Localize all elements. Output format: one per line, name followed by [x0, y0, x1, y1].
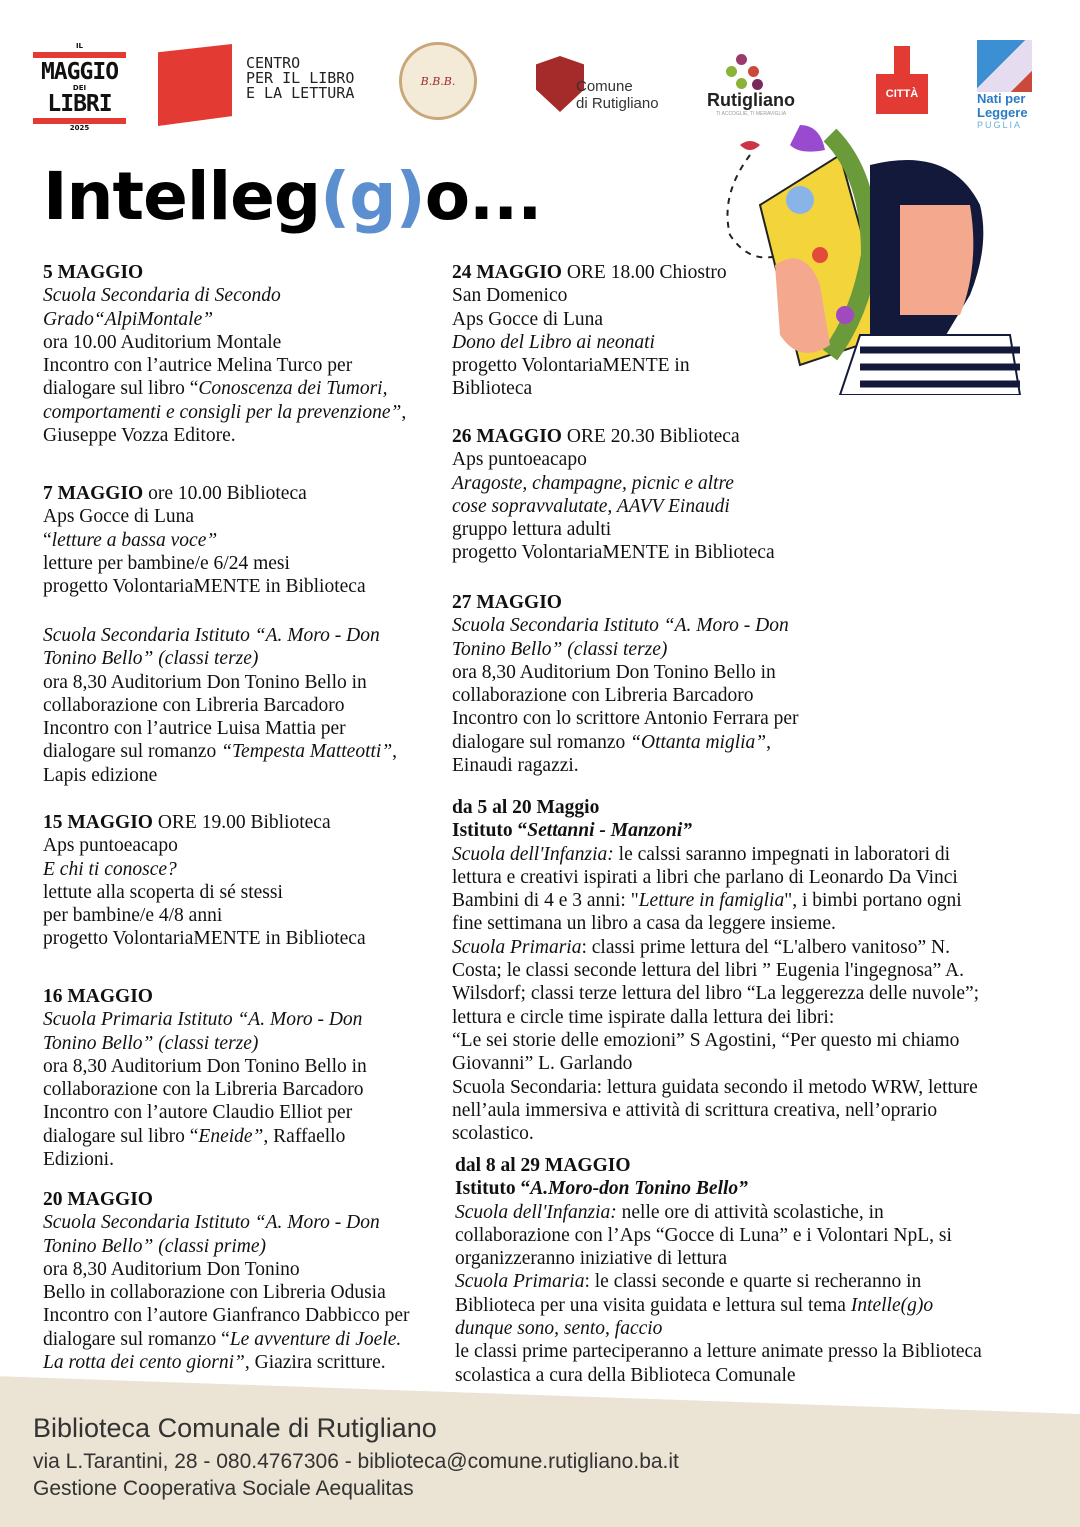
logo-text: di Rutigliano — [576, 95, 659, 112]
event-date: 27 MAGGIO — [452, 592, 562, 613]
event-text: Scuola Primaria Istituto “A. Moro - Don — [43, 1009, 363, 1031]
footer-contacts: via L.Tarantini, 28 - 080.4767306 - biblioteca@comune.rutigliano.ba.it — [33, 1450, 679, 1473]
event-text: Scuola dell'Infanzia: — [452, 843, 614, 865]
event-text: ora 8,30 Auditorium Don Tonino Bello in — [43, 1055, 367, 1077]
event-text: lettura e circle time ispirate dalla lettura dei libri: — [452, 1006, 835, 1028]
event-text: collaborazione con Libreria Barcadoro — [43, 694, 345, 716]
event-line — [452, 1076, 979, 1099]
event-text: dialogare sul libro “ — [43, 378, 199, 400]
logo-text: 2025 — [69, 124, 90, 132]
event-line — [452, 495, 775, 518]
footer-management: Gestione Cooperativa Sociale Aequalitas — [33, 1477, 414, 1500]
event-text: dialogare sul romanzo — [43, 741, 222, 763]
event-date: 7 MAGGIO — [43, 483, 144, 504]
event-line — [43, 1148, 367, 1171]
event-line — [43, 529, 366, 552]
event-line — [452, 1099, 979, 1122]
logo-text: Nati per — [977, 91, 1026, 106]
event-block — [455, 1154, 982, 1387]
event-line — [452, 425, 775, 448]
event-text: Wilsdorf; classi terze lettura del libro “La leggerezza delle nuvole”; — [452, 983, 980, 1005]
event-line — [43, 261, 406, 284]
event-line — [43, 624, 397, 647]
event-text: comportamenti e consigli per la prevenzione” — [43, 401, 402, 423]
logo-text: DEI — [72, 84, 87, 92]
logo-citta-che-legge — [876, 46, 928, 114]
event-line — [452, 448, 775, 471]
event-line — [43, 1101, 367, 1124]
event-line — [452, 707, 799, 730]
event-text: letture a bassa voce” — [51, 529, 218, 551]
footer-band — [0, 1370, 1080, 1527]
event-date: 15 MAGGIO — [43, 812, 153, 833]
event-line — [43, 1304, 410, 1327]
event-text: Bambini di 4 e 3 anni: " — [452, 890, 639, 912]
event-line — [455, 1177, 982, 1200]
event-line — [455, 1224, 982, 1247]
event-text: letture per bambine/e 6/24 mesi — [43, 552, 290, 574]
event-text: Incontro con l’autrice Melina Turco per — [43, 355, 353, 377]
event-text: progetto VolontariaMENTE in — [452, 355, 690, 377]
logo-text: PER IL LIBRO — [246, 69, 355, 87]
event-line — [452, 354, 727, 377]
event-block — [43, 1188, 410, 1374]
event-line — [43, 1235, 410, 1258]
event-line — [452, 731, 799, 754]
event-text: scolastico. — [452, 1123, 534, 1145]
event-text: , Giazira scritture. — [244, 1352, 386, 1374]
event-text: progetto VolontariaMENTE in Biblioteca — [43, 928, 366, 950]
event-text: Tonino Bello” (classi terze) — [43, 648, 259, 670]
event-text: : le classi seconde e quarte si recheranno in — [584, 1271, 922, 1293]
event-text: nelle ore di attività scolastiche, in — [616, 1201, 884, 1223]
event-text: Edizioni. — [43, 1149, 114, 1171]
event-text: Intelle(g)o — [850, 1294, 934, 1316]
event-line — [452, 638, 799, 661]
logo-text: TI ACCOGLIE, TI MERAVIGLIA — [715, 111, 787, 117]
event-line — [452, 843, 979, 866]
event-text: ORE 20.30 Biblioteca — [561, 426, 740, 447]
event-block — [452, 261, 727, 401]
event-line — [452, 866, 979, 889]
event-line — [452, 936, 979, 959]
event-line — [452, 1052, 979, 1075]
event-line — [455, 1340, 982, 1363]
event-line — [452, 982, 979, 1005]
event-date: dal 8 al 29 MAGGIO — [455, 1155, 631, 1176]
event-line — [43, 377, 406, 400]
logo-maggio-dei-libri — [33, 42, 126, 132]
event-line — [43, 505, 366, 528]
flower-dots-icon — [696, 52, 806, 90]
event-date: 24 MAGGIO — [452, 262, 562, 283]
event-text: progetto VolontariaMENTE in Biblioteca — [43, 576, 366, 598]
event-line — [455, 1364, 982, 1387]
event-text: “Le sei storie delle emozioni” S Agostini, “Per questo mi chiamo — [452, 1029, 960, 1051]
event-line — [455, 1154, 982, 1177]
event-text: ora 10.00 Auditorium Montale — [43, 331, 282, 353]
event-text: lettura e creativi ispirati a libri che parlano di Leonardo Da Vinci — [452, 866, 958, 888]
event-line — [452, 284, 727, 307]
event-text: , Raffaello — [263, 1125, 346, 1147]
event-line — [455, 1201, 982, 1224]
event-text: Tonino Bello” (classi terze) — [43, 1032, 259, 1054]
logo-text: IL — [75, 42, 84, 50]
event-text: Scuola Secondaria: lettura guidata secondo il metodo WRW, letture — [452, 1076, 978, 1098]
event-text: Biblioteca — [452, 378, 533, 400]
event-line — [452, 661, 799, 684]
event-block — [43, 482, 366, 598]
event-text: ora 8,30 Auditorium Don Tonino Bello in — [452, 661, 776, 683]
event-text: Letture in famiglia — [638, 890, 785, 912]
event-line — [43, 904, 366, 927]
event-line — [452, 1029, 979, 1052]
logo-cepell — [158, 44, 378, 126]
event-text: Scuola Secondaria di Secondo — [43, 285, 281, 307]
event-text: Einaudi ragazzi. — [452, 755, 579, 777]
event-line — [43, 1125, 367, 1148]
event-text: ", i bimbi portano ogni — [784, 890, 962, 912]
logo-text: PUGLIA — [977, 120, 1023, 130]
event-text: Istituto “ — [452, 820, 528, 842]
event-text: A.Moro-don Tonino Bello” — [530, 1178, 748, 1200]
event-block — [452, 591, 799, 777]
event-line — [43, 308, 406, 331]
event-text: dialogare sul romanzo — [452, 731, 631, 753]
title-part: Intelleg — [43, 158, 321, 235]
title-part: o... — [424, 158, 542, 235]
event-line — [452, 1122, 979, 1145]
event-line — [455, 1247, 982, 1270]
event-line — [452, 261, 727, 284]
event-date: 26 MAGGIO — [452, 426, 562, 447]
event-text: lettute alla scoperta di sé stessi — [43, 881, 283, 903]
event-date: 5 MAGGIO — [43, 262, 144, 283]
event-text: cose sopravvalutate, AAVV Einaudi — [452, 495, 730, 517]
event-text: collaborazione con Libreria Barcadoro — [452, 685, 754, 707]
event-line — [452, 912, 979, 935]
event-line — [43, 694, 397, 717]
event-text: Aps Gocce di Luna — [43, 506, 195, 528]
event-text: Aragoste, champagne, picnic e altre — [452, 472, 734, 494]
event-line — [43, 927, 366, 950]
event-text: Costa; le classi seconde lettura del libri ” Eugenia l'ingegnosa” A. — [452, 960, 964, 982]
event-line — [455, 1270, 982, 1293]
logo-text: Leggere — [977, 105, 1028, 120]
page-title — [43, 152, 541, 242]
event-text: le calssi saranno impegnati in laboratori di — [613, 843, 951, 865]
event-text: ora 8,30 Auditorium Don Tonino — [43, 1258, 300, 1280]
event-text: Tonino Bello” (classi terze) — [452, 638, 668, 660]
event-text: Incontro con lo scrittore Antonio Ferrara per — [452, 708, 799, 730]
event-line — [43, 331, 406, 354]
event-text: Aps puntoeacapo — [452, 449, 587, 471]
event-line — [452, 819, 979, 842]
event-text: Biblioteca per una visita guidata e lettura sul tema — [455, 1294, 851, 1316]
logo-comune-rutigliano — [536, 56, 666, 116]
event-line — [43, 424, 406, 447]
event-date: 16 MAGGIO — [43, 986, 153, 1007]
event-line — [43, 858, 366, 881]
event-text: Scuola Secondaria Istituto “A. Moro - Don — [452, 615, 789, 637]
event-text: Dono del Libro ai neonati — [452, 331, 655, 353]
event-line — [43, 985, 367, 1008]
event-date: 20 MAGGIO — [43, 1189, 153, 1210]
event-line — [43, 1078, 367, 1101]
event-text: , — [392, 741, 398, 763]
event-text: dialogare sul libro “ — [43, 1125, 199, 1147]
event-line — [452, 614, 799, 637]
logo-text: E LA LETTURA — [246, 84, 355, 102]
event-line — [43, 881, 366, 904]
event-line — [452, 541, 775, 564]
event-text: ORE 19.00 Biblioteca — [152, 812, 331, 833]
tower-icon — [894, 46, 910, 76]
title-part: ( — [320, 158, 350, 235]
event-line — [43, 482, 366, 505]
event-line — [452, 331, 727, 354]
logo-text: Comune — [576, 78, 633, 95]
event-line — [43, 1055, 367, 1078]
event-text: Lapis edizione — [43, 764, 158, 786]
event-text: le classi prime parteciperanno a letture animate presso la Biblioteca — [455, 1341, 982, 1363]
reading-child-icon — [977, 40, 1032, 92]
logo-text: Rutigliano — [707, 90, 795, 110]
event-line — [452, 1006, 979, 1029]
event-line — [43, 1351, 410, 1374]
event-line — [43, 647, 397, 670]
event-line — [452, 959, 979, 982]
event-text: Bello in collaborazione con Libreria Odusia — [43, 1282, 386, 1304]
event-date: da 5 al 20 Maggio — [452, 797, 600, 818]
event-text: Incontro con l’autore Gianfranco Dabbicco per — [43, 1305, 410, 1327]
event-line — [452, 591, 799, 614]
event-text: ore 10.00 Biblioteca — [143, 483, 307, 504]
event-text: dialogare sul romanzo “ — [43, 1328, 230, 1350]
event-block — [43, 261, 406, 447]
event-line — [452, 472, 775, 495]
event-line — [43, 284, 406, 307]
event-text: organizzeranno iniziative di lettura — [455, 1248, 727, 1270]
event-text: fine settimana un libro a casa da leggere insieme. — [452, 913, 836, 935]
event-line — [43, 764, 397, 787]
event-line — [43, 552, 366, 575]
event-block — [452, 796, 979, 1145]
event-line — [43, 1258, 410, 1281]
event-line — [43, 354, 406, 377]
event-line — [43, 811, 366, 834]
event-line — [43, 1328, 410, 1351]
title-part: ) — [395, 158, 425, 235]
event-line — [43, 1032, 367, 1055]
event-line — [455, 1294, 982, 1317]
event-text: collaborazione con l’Aps “Gocce di Luna” e i Volontari NpL, si — [455, 1224, 952, 1246]
event-text: Scuola Primaria — [452, 936, 582, 958]
event-text: Istituto “ — [455, 1178, 531, 1200]
footer-library-name: Biblioteca Comunale di Rutigliano — [33, 1413, 437, 1443]
event-text: ORE 18.00 Chiostro — [561, 262, 727, 283]
event-text: Settanni - Manzoni” — [527, 820, 693, 842]
event-text: , — [401, 401, 407, 423]
event-text: Aps puntoeacapo — [43, 835, 178, 857]
event-text: : classi prime lettura del “L'albero vanitoso” N. — [581, 936, 950, 958]
logo-text: CENTRO — [246, 54, 301, 72]
event-text: , — [766, 731, 772, 753]
logo-text: B.B.B. — [420, 74, 456, 88]
event-line — [43, 1211, 410, 1234]
event-text: Incontro con l’autore Claudio Elliot per — [43, 1102, 353, 1124]
event-text: “Ottanta miglia” — [630, 731, 767, 753]
event-line — [43, 671, 397, 694]
event-block — [452, 425, 775, 565]
event-text: nell’aula immersiva e attività di scrittura creativa, nell’oprario — [452, 1099, 938, 1121]
event-line — [43, 401, 406, 424]
reading-person-illustration — [680, 105, 1025, 395]
event-line — [452, 889, 979, 912]
event-text: per bambine/e 4/8 anni — [43, 905, 223, 927]
event-line — [43, 575, 366, 598]
logo-text: LIBRI — [47, 91, 112, 117]
event-text: Scuola Primaria — [455, 1271, 585, 1293]
event-text: ora 8,30 Auditorium Don Tonino Bello in — [43, 671, 367, 693]
event-line — [43, 1008, 367, 1031]
logo-text: MAGGIO — [40, 59, 119, 85]
event-text: Tonino Bello” (classi prime) — [43, 1235, 266, 1257]
event-text: Grado“AlpiMontale” — [43, 308, 214, 330]
event-block — [43, 624, 397, 787]
event-text: “ — [43, 529, 52, 551]
book-icon — [158, 44, 232, 126]
event-line — [43, 1281, 410, 1304]
event-line — [452, 796, 979, 819]
event-text: Aps Gocce di Luna — [452, 308, 604, 330]
event-line — [452, 684, 799, 707]
event-text: San Domenico — [452, 285, 568, 307]
event-line — [452, 754, 799, 777]
event-text: Eneide” — [198, 1125, 264, 1147]
event-line — [452, 377, 727, 400]
logo-bibliotecario-badge — [399, 42, 477, 120]
event-text: Le avventure di Joele. — [229, 1328, 402, 1350]
event-line — [455, 1317, 982, 1340]
event-block — [43, 985, 367, 1171]
event-line — [43, 740, 397, 763]
event-text: Conoscenza dei Tumori, — [198, 378, 388, 400]
event-text: Scuola Secondaria Istituto “A. Moro - Don — [43, 625, 380, 646]
event-text: Scuola dell'Infanzia: — [455, 1201, 617, 1223]
title-part: g — [349, 158, 396, 235]
event-text: progetto VolontariaMENTE in Biblioteca — [452, 542, 775, 564]
event-text: collaborazione con la Libreria Barcadoro — [43, 1079, 364, 1101]
event-text: Scuola Secondaria Istituto “A. Moro - Don — [43, 1212, 380, 1234]
event-text: scolastica a cura della Biblioteca Comunale — [455, 1364, 796, 1386]
event-text: “Tempesta Matteotti” — [221, 741, 393, 763]
event-line — [452, 308, 727, 331]
event-text: Giovanni” L. Garlando — [452, 1053, 633, 1075]
logo-text: CITTÀ — [876, 74, 928, 114]
event-block — [43, 811, 366, 951]
event-line — [43, 834, 366, 857]
event-text: La rotta dei cento giorni” — [43, 1352, 245, 1374]
event-text: dunque sono, sento, faccio — [455, 1318, 663, 1340]
event-line — [43, 1188, 410, 1211]
ladybug-icon — [740, 141, 760, 150]
event-text: Incontro con l’autrice Luisa Mattia per — [43, 718, 346, 740]
event-text: E chi ti conosce? — [43, 858, 177, 880]
event-text: gruppo lettura adulti — [452, 519, 612, 541]
event-text: Giuseppe Vozza Editore. — [43, 425, 236, 447]
event-line — [43, 717, 397, 740]
event-line — [452, 518, 775, 541]
